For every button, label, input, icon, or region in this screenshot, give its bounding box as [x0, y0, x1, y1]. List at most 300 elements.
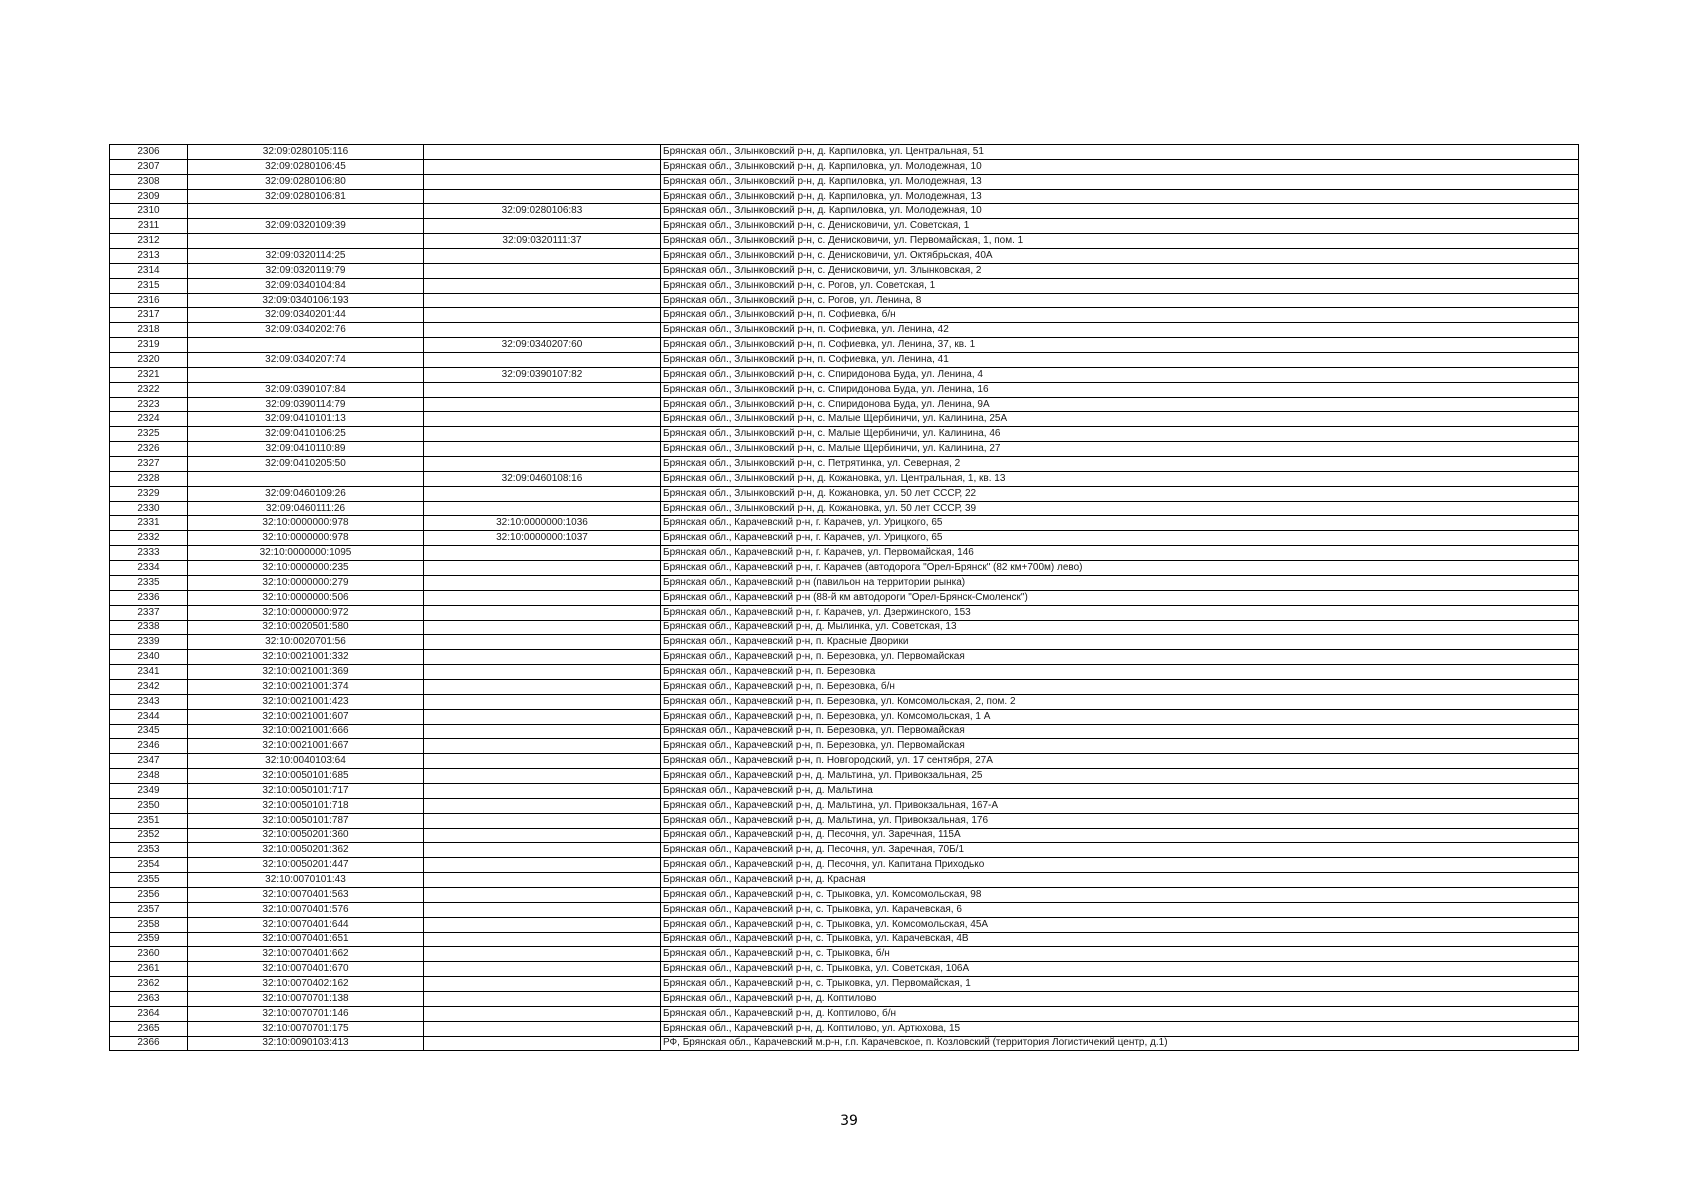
related-cadastral-number-cell — [424, 159, 661, 174]
cadastral-number-cell: 32:09:0410110:89 — [188, 442, 424, 457]
table-row — [110, 694, 1579, 709]
related-cadastral-number-cell — [424, 679, 661, 694]
address-cell: Брянская обл., Злынковский р-н, с. Спиридонова Буда, ул. Ленина, 4 — [661, 367, 1579, 382]
related-cadastral-number-cell — [424, 665, 661, 680]
row-number-cell: 2329 — [110, 486, 188, 501]
address-cell: Брянская обл., Злынковский р-н, с. Спиридонова Буда, ул. Ленина, 16 — [661, 382, 1579, 397]
address-cell: Брянская обл., Карачевский р-н, д. Песочня, ул. Капитана Приходько — [661, 858, 1579, 873]
table-row — [110, 590, 1579, 605]
related-cadastral-number-cell — [424, 739, 661, 754]
address-cell: Брянская обл., Злынковский р-н, с. Денисковичи, ул. Советская, 1 — [661, 219, 1579, 234]
address-cell: Брянская обл., Карачевский р-н (павильон на территории рынка) — [661, 575, 1579, 590]
row-number-cell: 2364 — [110, 1006, 188, 1021]
cadastral-number-cell: 32:10:0050201:360 — [188, 828, 424, 843]
related-cadastral-number-cell — [424, 427, 661, 442]
address-cell: Брянская обл., Карачевский р-н, п. Березовка, ул. Первомайская — [661, 739, 1579, 754]
related-cadastral-number-cell — [424, 798, 661, 813]
table-row — [110, 249, 1579, 264]
related-cadastral-number-cell — [424, 1021, 661, 1036]
row-number-cell: 2307 — [110, 159, 188, 174]
related-cadastral-number-cell — [424, 887, 661, 902]
row-number-cell: 2327 — [110, 457, 188, 472]
address-cell: Брянская обл., Злынковский р-н, с. Петрятинка, ул. Северная, 2 — [661, 457, 1579, 472]
address-cell: Брянская обл., Злынковский р-н, д. Карпиловка, ул. Молодежная, 10 — [661, 159, 1579, 174]
related-cadastral-number-cell: 32:09:0460108:16 — [424, 471, 661, 486]
related-cadastral-number-cell — [424, 442, 661, 457]
row-number-cell: 2310 — [110, 204, 188, 219]
row-number-cell: 2340 — [110, 650, 188, 665]
address-cell: Брянская обл., Карачевский р-н, п. Березовка, ул. Первомайская — [661, 724, 1579, 739]
table-row — [110, 873, 1579, 888]
row-number-cell: 2360 — [110, 947, 188, 962]
cadastral-number-cell: 32:09:0340106:193 — [188, 293, 424, 308]
table-row — [110, 486, 1579, 501]
cadastral-number-cell: 32:09:0340104:84 — [188, 278, 424, 293]
row-number-cell: 2358 — [110, 917, 188, 932]
cadastral-number-cell: 32:09:0410101:13 — [188, 412, 424, 427]
cadastral-number-cell: 32:10:0020501:580 — [188, 620, 424, 635]
cadastral-number-cell: 32:09:0280106:45 — [188, 159, 424, 174]
row-number-cell: 2333 — [110, 546, 188, 561]
related-cadastral-number-cell — [424, 561, 661, 576]
cadastral-number-cell: 32:10:0070401:670 — [188, 962, 424, 977]
row-number-cell: 2336 — [110, 590, 188, 605]
cadastral-number-cell: 32:10:0021001:369 — [188, 665, 424, 680]
row-number-cell: 2328 — [110, 471, 188, 486]
related-cadastral-number-cell — [424, 278, 661, 293]
address-cell: Брянская обл., Карачевский р-н, д. Мальтина, ул. Привокзальная, 167-А — [661, 798, 1579, 813]
row-number-cell: 2339 — [110, 635, 188, 650]
related-cadastral-number-cell — [424, 457, 661, 472]
table-row — [110, 635, 1579, 650]
related-cadastral-number-cell — [424, 1036, 661, 1051]
row-number-cell: 2316 — [110, 293, 188, 308]
cadastral-number-cell: 32:10:0021001:423 — [188, 694, 424, 709]
row-number-cell: 2365 — [110, 1021, 188, 1036]
related-cadastral-number-cell — [424, 263, 661, 278]
related-cadastral-number-cell — [424, 412, 661, 427]
cadastral-number-cell: 32:10:0070101:43 — [188, 873, 424, 888]
related-cadastral-number-cell — [424, 902, 661, 917]
table-row — [110, 367, 1579, 382]
table-row — [110, 189, 1579, 204]
address-cell: Брянская обл., Карачевский р-н, д. Коптилово, б/н — [661, 1006, 1579, 1021]
address-cell: Брянская обл., Карачевский р-н, д. Мальтина, ул. Привокзальная, 25 — [661, 769, 1579, 784]
related-cadastral-number-cell — [424, 694, 661, 709]
cadastral-number-cell: 32:10:0000000:972 — [188, 605, 424, 620]
row-number-cell: 2320 — [110, 353, 188, 368]
address-cell: РФ, Брянская обл., Карачевский м.р-н, г.п. Карачевское, п. Козловский (территория Логистичекий центр, д.1) — [661, 1036, 1579, 1051]
row-number-cell: 2353 — [110, 843, 188, 858]
row-number-cell: 2322 — [110, 382, 188, 397]
row-number-cell: 2313 — [110, 249, 188, 264]
address-cell: Брянская обл., Злынковский р-н, д. Кожановка, ул. 50 лет СССР, 39 — [661, 501, 1579, 516]
cadastral-number-cell: 32:09:0410205:50 — [188, 457, 424, 472]
table-row — [110, 769, 1579, 784]
row-number-cell: 2349 — [110, 783, 188, 798]
address-cell: Брянская обл., Карачевский р-н, п. Березовка — [661, 665, 1579, 680]
related-cadastral-number-cell: 32:09:0340207:60 — [424, 338, 661, 353]
address-cell: Брянская обл., Злынковский р-н, д. Карпиловка, ул. Молодежная, 13 — [661, 189, 1579, 204]
address-cell: Брянская обл., Злынковский р-н, с. Спиридонова Буда, ул. Ленина, 9А — [661, 397, 1579, 412]
address-cell: Брянская обл., Злынковский р-н, с. Малые Щербиничи, ул. Калинина, 27 — [661, 442, 1579, 457]
address-cell: Брянская обл., Карачевский р-н, г. Карачев (автодорога "Орел-Брянск" (82 км+700м) лево) — [661, 561, 1579, 576]
cadastral-number-cell: 32:10:0050101:717 — [188, 783, 424, 798]
cadastral-number-cell: 32:10:0021001:666 — [188, 724, 424, 739]
row-number-cell: 2311 — [110, 219, 188, 234]
cadastral-number-cell: 32:10:0050101:718 — [188, 798, 424, 813]
address-cell: Брянская обл., Карачевский р-н (88-й км автодороги "Орел-Брянск-Смоленск") — [661, 590, 1579, 605]
cadastral-number-cell: 32:10:0000000:279 — [188, 575, 424, 590]
related-cadastral-number-cell — [424, 873, 661, 888]
row-number-cell: 2362 — [110, 977, 188, 992]
address-cell: Брянская обл., Карачевский р-н, п. Новгородский, ул. 17 сентября, 27А — [661, 754, 1579, 769]
related-cadastral-number-cell — [424, 917, 661, 932]
cadastral-number-cell: 32:09:0340202:76 — [188, 323, 424, 338]
related-cadastral-number-cell — [424, 353, 661, 368]
table-row — [110, 531, 1579, 546]
row-number-cell: 2351 — [110, 813, 188, 828]
related-cadastral-number-cell: 32:09:0390107:82 — [424, 367, 661, 382]
cadastral-number-cell — [188, 471, 424, 486]
table-row — [110, 145, 1579, 160]
address-cell: Брянская обл., Злынковский р-н, с. Рогов, ул. Советская, 1 — [661, 278, 1579, 293]
page-number: 39 — [840, 1113, 858, 1129]
row-number-cell: 2338 — [110, 620, 188, 635]
cadastral-number-cell: 32:09:0340201:44 — [188, 308, 424, 323]
row-number-cell: 2357 — [110, 902, 188, 917]
address-cell: Брянская обл., Карачевский р-н, г. Карачев, ул. Урицкого, 65 — [661, 516, 1579, 531]
related-cadastral-number-cell — [424, 382, 661, 397]
address-cell: Брянская обл., Карачевский р-н, д. Песочня, ул. Заречная, 115А — [661, 828, 1579, 843]
table-row — [110, 828, 1579, 843]
address-cell: Брянская обл., Карачевский р-н, г. Карачев, ул. Урицкого, 65 — [661, 531, 1579, 546]
table-row — [110, 308, 1579, 323]
table-row — [110, 427, 1579, 442]
cadastral-number-cell: 32:10:0050201:447 — [188, 858, 424, 873]
table-row — [110, 575, 1579, 590]
row-number-cell: 2361 — [110, 962, 188, 977]
row-number-cell: 2341 — [110, 665, 188, 680]
cadastral-number-cell: 32:10:0070401:651 — [188, 932, 424, 947]
address-cell: Брянская обл., Карачевский р-н, п. Березовка, б/н — [661, 679, 1579, 694]
row-number-cell: 2317 — [110, 308, 188, 323]
cadastral-number-cell: 32:10:0000000:1095 — [188, 546, 424, 561]
related-cadastral-number-cell — [424, 249, 661, 264]
table-row — [110, 679, 1579, 694]
cadastral-number-cell — [188, 367, 424, 382]
related-cadastral-number-cell — [424, 769, 661, 784]
row-number-cell: 2325 — [110, 427, 188, 442]
address-cell: Брянская обл., Карачевский р-н, п. Красные Дворики — [661, 635, 1579, 650]
address-cell: Брянская обл., Злынковский р-н, п. Софиевка, ул. Ленина, 41 — [661, 353, 1579, 368]
row-number-cell: 2308 — [110, 174, 188, 189]
related-cadastral-number-cell — [424, 219, 661, 234]
cadastral-number-cell: 32:10:0000000:978 — [188, 516, 424, 531]
table-row — [110, 977, 1579, 992]
row-number-cell: 2321 — [110, 367, 188, 382]
table-row — [110, 546, 1579, 561]
row-number-cell: 2347 — [110, 754, 188, 769]
related-cadastral-number-cell — [424, 635, 661, 650]
cadastral-number-cell — [188, 204, 424, 219]
row-number-cell: 2356 — [110, 887, 188, 902]
cadastral-number-cell: 32:09:0390114:79 — [188, 397, 424, 412]
cadastral-number-cell: 32:10:0021001:374 — [188, 679, 424, 694]
address-cell: Брянская обл., Карачевский р-н, г. Карачев, ул. Первомайская, 146 — [661, 546, 1579, 561]
cadastral-number-cell: 32:10:0050101:685 — [188, 769, 424, 784]
row-number-cell: 2314 — [110, 263, 188, 278]
table-row — [110, 353, 1579, 368]
related-cadastral-number-cell — [424, 501, 661, 516]
related-cadastral-number-cell — [424, 397, 661, 412]
table-row — [110, 665, 1579, 680]
address-cell: Брянская обл., Карачевский р-н, д. Мальтина — [661, 783, 1579, 798]
cadastral-number-cell: 32:09:0340207:74 — [188, 353, 424, 368]
table-row — [110, 991, 1579, 1006]
related-cadastral-number-cell — [424, 650, 661, 665]
table-row — [110, 471, 1579, 486]
row-number-cell: 2318 — [110, 323, 188, 338]
cadastral-number-cell: 32:10:0090103:413 — [188, 1036, 424, 1051]
row-number-cell: 2355 — [110, 873, 188, 888]
row-number-cell: 2363 — [110, 991, 188, 1006]
related-cadastral-number-cell — [424, 724, 661, 739]
table-row — [110, 382, 1579, 397]
related-cadastral-number-cell: 32:10:0000000:1036 — [424, 516, 661, 531]
row-number-cell: 2330 — [110, 501, 188, 516]
related-cadastral-number-cell — [424, 932, 661, 947]
related-cadastral-number-cell — [424, 843, 661, 858]
related-cadastral-number-cell — [424, 977, 661, 992]
cadastral-number-cell: 32:10:0040103:64 — [188, 754, 424, 769]
table-row — [110, 754, 1579, 769]
table-row — [110, 605, 1579, 620]
related-cadastral-number-cell — [424, 754, 661, 769]
cadastral-number-cell: 32:10:0021001:332 — [188, 650, 424, 665]
address-cell: Брянская обл., Злынковский р-н, с. Малые Щербиничи, ул. Калинина, 46 — [661, 427, 1579, 442]
table-row — [110, 263, 1579, 278]
address-cell: Брянская обл., Карачевский р-н, с. Трыковка, ул. Комсомольская, 98 — [661, 887, 1579, 902]
cadastral-number-cell: 32:10:0021001:667 — [188, 739, 424, 754]
cadastral-number-cell: 32:10:0070701:138 — [188, 991, 424, 1006]
row-number-cell: 2324 — [110, 412, 188, 427]
table-row — [110, 709, 1579, 724]
row-number-cell: 2350 — [110, 798, 188, 813]
table-row — [110, 902, 1579, 917]
cadastral-number-cell: 32:09:0320114:25 — [188, 249, 424, 264]
cadastral-number-cell: 32:10:0000000:978 — [188, 531, 424, 546]
address-cell: Брянская обл., Карачевский р-н, п. Березовка, ул. Комсомольская, 1 А — [661, 709, 1579, 724]
table-row — [110, 1006, 1579, 1021]
cadastral-number-cell: 32:10:0070701:146 — [188, 1006, 424, 1021]
related-cadastral-number-cell — [424, 783, 661, 798]
table-row — [110, 858, 1579, 873]
address-cell: Брянская обл., Злынковский р-н, д. Карпиловка, ул. Молодежная, 10 — [661, 204, 1579, 219]
table-row — [110, 174, 1579, 189]
address-cell: Брянская обл., Злынковский р-н, с. Денисковичи, ул. Первомайская, 1, пом. 1 — [661, 234, 1579, 249]
row-number-cell: 2312 — [110, 234, 188, 249]
table-row — [110, 412, 1579, 427]
cadastral-number-cell: 32:09:0460111:26 — [188, 501, 424, 516]
address-cell: Брянская обл., Карачевский р-н, с. Трыковка, ул. Советская, 106А — [661, 962, 1579, 977]
address-cell: Брянская обл., Карачевский р-н, д. Коптилово, ул. Артюхова, 15 — [661, 1021, 1579, 1036]
related-cadastral-number-cell — [424, 486, 661, 501]
related-cadastral-number-cell: 32:09:0320111:37 — [424, 234, 661, 249]
table-row — [110, 323, 1579, 338]
row-number-cell: 2348 — [110, 769, 188, 784]
row-number-cell: 2346 — [110, 739, 188, 754]
row-number-cell: 2343 — [110, 694, 188, 709]
row-number-cell: 2359 — [110, 932, 188, 947]
row-number-cell: 2334 — [110, 561, 188, 576]
table-row — [110, 947, 1579, 962]
table-row — [110, 501, 1579, 516]
cadastral-number-cell — [188, 234, 424, 249]
table-row — [110, 650, 1579, 665]
related-cadastral-number-cell — [424, 962, 661, 977]
registry-table-body — [110, 145, 1579, 1051]
address-cell: Брянская обл., Злынковский р-н, п. Софиевка, ул. Ленина, 37, кв. 1 — [661, 338, 1579, 353]
row-number-cell: 2332 — [110, 531, 188, 546]
address-cell: Брянская обл., Карачевский р-н, п. Березовка, ул. Первомайская — [661, 650, 1579, 665]
cadastral-number-cell: 32:09:0280105:116 — [188, 145, 424, 160]
row-number-cell: 2344 — [110, 709, 188, 724]
address-cell: Брянская обл., Злынковский р-н, д. Кожановка, ул. Центральная, 1, кв. 13 — [661, 471, 1579, 486]
cadastral-number-cell: 32:10:0020701:56 — [188, 635, 424, 650]
table-row — [110, 278, 1579, 293]
cadastral-number-cell: 32:10:0050101:787 — [188, 813, 424, 828]
address-cell: Брянская обл., Карачевский р-н, с. Трыковка, ул. Комсомольская, 45А — [661, 917, 1579, 932]
address-cell: Брянская обл., Карачевский р-н, г. Карачев, ул. Дзержинского, 153 — [661, 605, 1579, 620]
related-cadastral-number-cell — [424, 308, 661, 323]
related-cadastral-number-cell: 32:09:0280106:83 — [424, 204, 661, 219]
cadastral-number-cell: 32:09:0320109:39 — [188, 219, 424, 234]
cadastral-number-cell: 32:10:0070402:162 — [188, 977, 424, 992]
address-cell: Брянская обл., Злынковский р-н, п. Софиевка, ул. Ленина, 42 — [661, 323, 1579, 338]
cadastral-number-cell — [188, 338, 424, 353]
table-row — [110, 917, 1579, 932]
address-cell: Брянская обл., Карачевский р-н, д. Красная — [661, 873, 1579, 888]
table-row — [110, 457, 1579, 472]
table-row — [110, 338, 1579, 353]
related-cadastral-number-cell — [424, 991, 661, 1006]
cadastral-number-cell: 32:10:0070701:175 — [188, 1021, 424, 1036]
cadastral-number-cell: 32:10:0070401:662 — [188, 947, 424, 962]
cadastral-number-cell: 32:09:0460109:26 — [188, 486, 424, 501]
address-cell: Брянская обл., Карачевский р-н, д. Коптилово — [661, 991, 1579, 1006]
related-cadastral-number-cell — [424, 947, 661, 962]
cadastral-number-cell: 32:10:0070401:563 — [188, 887, 424, 902]
address-cell: Брянская обл., Карачевский р-н, д. Песочня, ул. Заречная, 70Б/1 — [661, 843, 1579, 858]
row-number-cell: 2306 — [110, 145, 188, 160]
row-number-cell: 2315 — [110, 278, 188, 293]
address-cell: Брянская обл., Злынковский р-н, д. Карпиловка, ул. Молодежная, 13 — [661, 174, 1579, 189]
row-number-cell: 2366 — [110, 1036, 188, 1051]
address-cell: Брянская обл., Карачевский р-н, п. Березовка, ул. Комсомольская, 2, пом. 2 — [661, 694, 1579, 709]
table-row — [110, 1021, 1579, 1036]
related-cadastral-number-cell: 32:10:0000000:1037 — [424, 531, 661, 546]
cadastral-number-cell: 32:09:0280106:81 — [188, 189, 424, 204]
row-number-cell: 2335 — [110, 575, 188, 590]
table-row — [110, 798, 1579, 813]
cadastral-number-cell: 32:09:0280106:80 — [188, 174, 424, 189]
cadastral-number-cell: 32:09:0320119:79 — [188, 263, 424, 278]
row-number-cell: 2309 — [110, 189, 188, 204]
row-number-cell: 2345 — [110, 724, 188, 739]
cadastral-number-cell: 32:10:0050201:362 — [188, 843, 424, 858]
row-number-cell: 2354 — [110, 858, 188, 873]
address-cell: Брянская обл., Злынковский р-н, д. Кожановка, ул. 50 лет СССР, 22 — [661, 486, 1579, 501]
related-cadastral-number-cell — [424, 813, 661, 828]
table-row — [110, 219, 1579, 234]
address-cell: Брянская обл., Карачевский р-н, с. Трыковка, ул. Карачевская, 6 — [661, 902, 1579, 917]
table-row — [110, 159, 1579, 174]
address-cell: Брянская обл., Карачевский р-н, д. Мылинка, ул. Советская, 13 — [661, 620, 1579, 635]
related-cadastral-number-cell — [424, 145, 661, 160]
related-cadastral-number-cell — [424, 546, 661, 561]
table-row — [110, 813, 1579, 828]
table-row — [110, 561, 1579, 576]
related-cadastral-number-cell — [424, 293, 661, 308]
address-cell: Брянская обл., Карачевский р-н, с. Трыковка, ул. Карачевская, 4В — [661, 932, 1579, 947]
table-row — [110, 516, 1579, 531]
registry-table — [109, 144, 1579, 1051]
table-row — [110, 397, 1579, 412]
row-number-cell: 2319 — [110, 338, 188, 353]
table-row — [110, 783, 1579, 798]
address-cell: Брянская обл., Карачевский р-н, с. Трыковка, ул. Первомайская, 1 — [661, 977, 1579, 992]
table-row — [110, 962, 1579, 977]
cadastral-number-cell: 32:09:0410106:25 — [188, 427, 424, 442]
table-row — [110, 724, 1579, 739]
table-row — [110, 293, 1579, 308]
related-cadastral-number-cell — [424, 323, 661, 338]
related-cadastral-number-cell — [424, 575, 661, 590]
cadastral-number-cell: 32:10:0070401:644 — [188, 917, 424, 932]
row-number-cell: 2337 — [110, 605, 188, 620]
related-cadastral-number-cell — [424, 858, 661, 873]
table-row — [110, 442, 1579, 457]
table-row — [110, 234, 1579, 249]
address-cell: Брянская обл., Злынковский р-н, д. Карпиловка, ул. Центральная, 51 — [661, 145, 1579, 160]
address-cell: Брянская обл., Карачевский р-н, с. Трыковка, б/н — [661, 947, 1579, 962]
table-row — [110, 887, 1579, 902]
address-cell: Брянская обл., Злынковский р-н, с. Денисковичи, ул. Злынковская, 2 — [661, 263, 1579, 278]
related-cadastral-number-cell — [424, 620, 661, 635]
row-number-cell: 2323 — [110, 397, 188, 412]
related-cadastral-number-cell — [424, 828, 661, 843]
table-row — [110, 739, 1579, 754]
row-number-cell: 2342 — [110, 679, 188, 694]
cadastral-number-cell: 32:10:0000000:235 — [188, 561, 424, 576]
address-cell: Брянская обл., Злынковский р-н, с. Малые Щербиничи, ул. Калинина, 25А — [661, 412, 1579, 427]
related-cadastral-number-cell — [424, 605, 661, 620]
cadastral-number-cell: 32:09:0390107:84 — [188, 382, 424, 397]
table-row — [110, 1036, 1579, 1051]
row-number-cell: 2331 — [110, 516, 188, 531]
related-cadastral-number-cell — [424, 1006, 661, 1021]
table-row — [110, 843, 1579, 858]
related-cadastral-number-cell — [424, 709, 661, 724]
address-cell: Брянская обл., Злынковский р-н, с. Рогов, ул. Ленина, 8 — [661, 293, 1579, 308]
table-row — [110, 620, 1579, 635]
cadastral-number-cell: 32:10:0000000:506 — [188, 590, 424, 605]
address-cell: Брянская обл., Карачевский р-н, д. Мальтина, ул. Привокзальная, 176 — [661, 813, 1579, 828]
cadastral-number-cell: 32:10:0021001:607 — [188, 709, 424, 724]
row-number-cell: 2352 — [110, 828, 188, 843]
related-cadastral-number-cell — [424, 590, 661, 605]
